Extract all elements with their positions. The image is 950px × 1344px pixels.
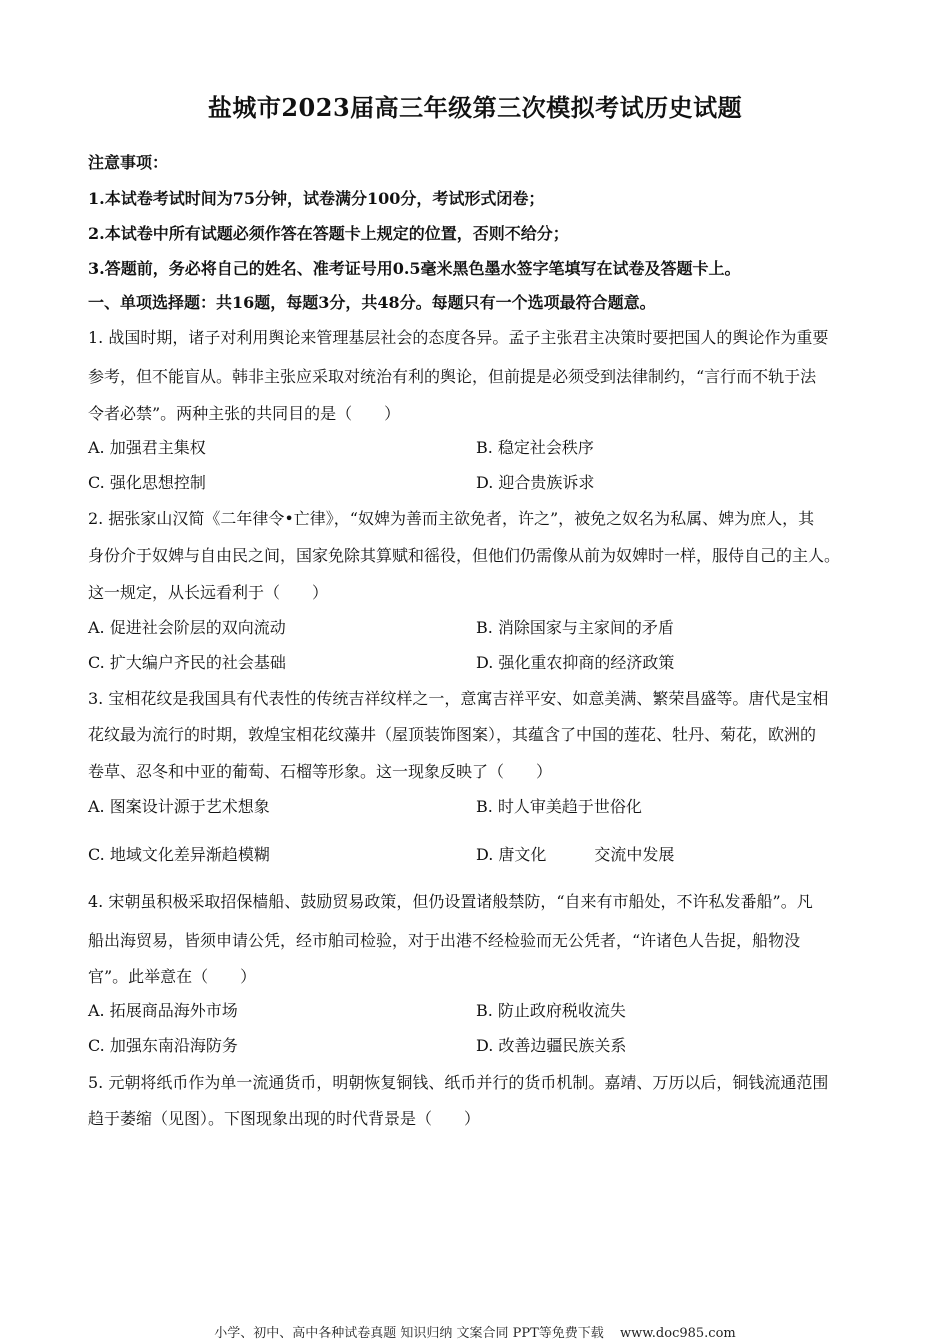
question-5-text: 趋于萎缩（见图）。下图现象出现的时代背景是（ ） [88, 1109, 481, 1128]
question-5-text: 5. 元朝将纸币作为单一流通货币，明朝恢复铜钱、纸币并行的货币机制。嘉靖、万历以后，铜钱流通范围 [88, 1073, 829, 1092]
question-3-option-c: C. 地域文化差异渐趋模糊 [88, 845, 270, 864]
question-4-text: 船出海贸易，皆须申请公凭，经市舶司检验，对于出港不经检验而无公凭者，“许诸色人告捉，船物没 [88, 931, 801, 950]
question-1-option-b: B. 稳定社会秩序 [476, 438, 594, 457]
question-3-text: 卷草、忍冬和中亚的葡萄、石榴等形象。这一现象反映了（ ） [88, 762, 553, 781]
question-1-text: 1. 战国时期，诸子对利用舆论来管理基层社会的态度各异。孟子主张君主决策时要把国人的舆论作为重要 [88, 328, 829, 347]
question-1-option-d: D. 迎合贵族诉求 [476, 473, 595, 492]
notice-item: 1.本试卷考试时间为75分钟，试卷满分100分，考试形式闭卷； [88, 189, 545, 208]
question-3-option-a: A. 图案设计源于艺术想象 [88, 797, 270, 816]
question-4-text: 官”。此举意在（ ） [88, 967, 257, 986]
question-2-text: 2. 据张家山汉简《二年律令•亡律》，“奴婢为善而主欲免者，许之”，被免之奴名为私属、婢为庶人，其 [88, 509, 815, 528]
question-3-text: 3. 宝相花纹是我国具有代表性的传统吉祥纹样之一，意寓吉祥平安、如意美满、繁荣昌盛等。唐代是宝相 [88, 689, 829, 708]
question-4-text: 4. 宋朝虽积极采取招保樯船、鼓励贸易政策，但仍设置诸般禁防，“自来有市船处，不许私发番船”。凡 [88, 892, 813, 911]
question-1-text: 令者必禁”。两种主张的共同目的是（ ） [88, 404, 401, 423]
question-2-option-d: D. 强化重农抑商的经济政策 [476, 653, 675, 672]
question-1-option-c: C. 强化思想控制 [88, 473, 206, 492]
question-2-text: 这一规定，从长远看利于（ ） [88, 583, 329, 602]
question-2-option-a: A. 促进社会阶层的双向流动 [88, 618, 286, 637]
question-4-option-c: C. 加强东南沿海防务 [88, 1036, 238, 1055]
question-3-text: 花纹最为流行的时期，敦煌宝相花纹藻井（屋顶装饰图案），其蕴含了中国的莲花、牡丹、菊花，欧洲的 [88, 725, 817, 744]
question-4-option-b: B. 防止政府税收流失 [476, 1001, 626, 1020]
question-1-option-a: A. 加强君主集权 [88, 438, 206, 457]
question-2-text: 身份介于奴婢与自由民之间，国家免除其算赋和徭役，但他们仍需像从前为奴婢时一样，服侍自己的主人。 [88, 546, 841, 565]
notice-item: 2.本试卷中所有试题必须作答在答题卡上规定的位置，否则不给分； [88, 224, 569, 243]
question-3-option-d: D. 唐文化 交流中发展 [476, 845, 675, 864]
section-heading: 一、单项选择题：共16题，每题3分，共48分。每题只有一个选项最符合题意。 [88, 293, 656, 312]
question-2-option-b: B. 消除国家与主家间的矛盾 [476, 618, 674, 637]
footer-site-link[interactable]: www.doc985.com [619, 1326, 736, 1341]
question-4-option-d: D. 改善边疆民族关系 [476, 1036, 627, 1055]
page-footer [0, 1322, 950, 1341]
question-1-text: 参考，但不能盲从。韩非主张应采取对统治有利的舆论，但前提是必须受到法律制约，“言行而不轨于法 [88, 367, 817, 386]
page-title: 盐城市2023届高三年级第三次模拟考试历史试题 [207, 93, 743, 122]
footer-text: 小学、初中、高中各种试卷真题 知识归纳 文案合同 PPT等免费下载 [214, 1326, 604, 1341]
question-4-option-a: A. 拓展商品海外市场 [88, 1001, 238, 1020]
question-3-option-b: B. 时人审美趋于世俗化 [476, 797, 642, 816]
question-2-option-c: C. 扩大编户齐民的社会基础 [88, 653, 286, 672]
notice-item: 3.答题前，务必将自己的姓名、准考证号用0.5毫米黑色墨水签字笔填写在试卷及答题卡上。 [88, 259, 741, 278]
notice-heading: 注意事项： [88, 153, 169, 172]
